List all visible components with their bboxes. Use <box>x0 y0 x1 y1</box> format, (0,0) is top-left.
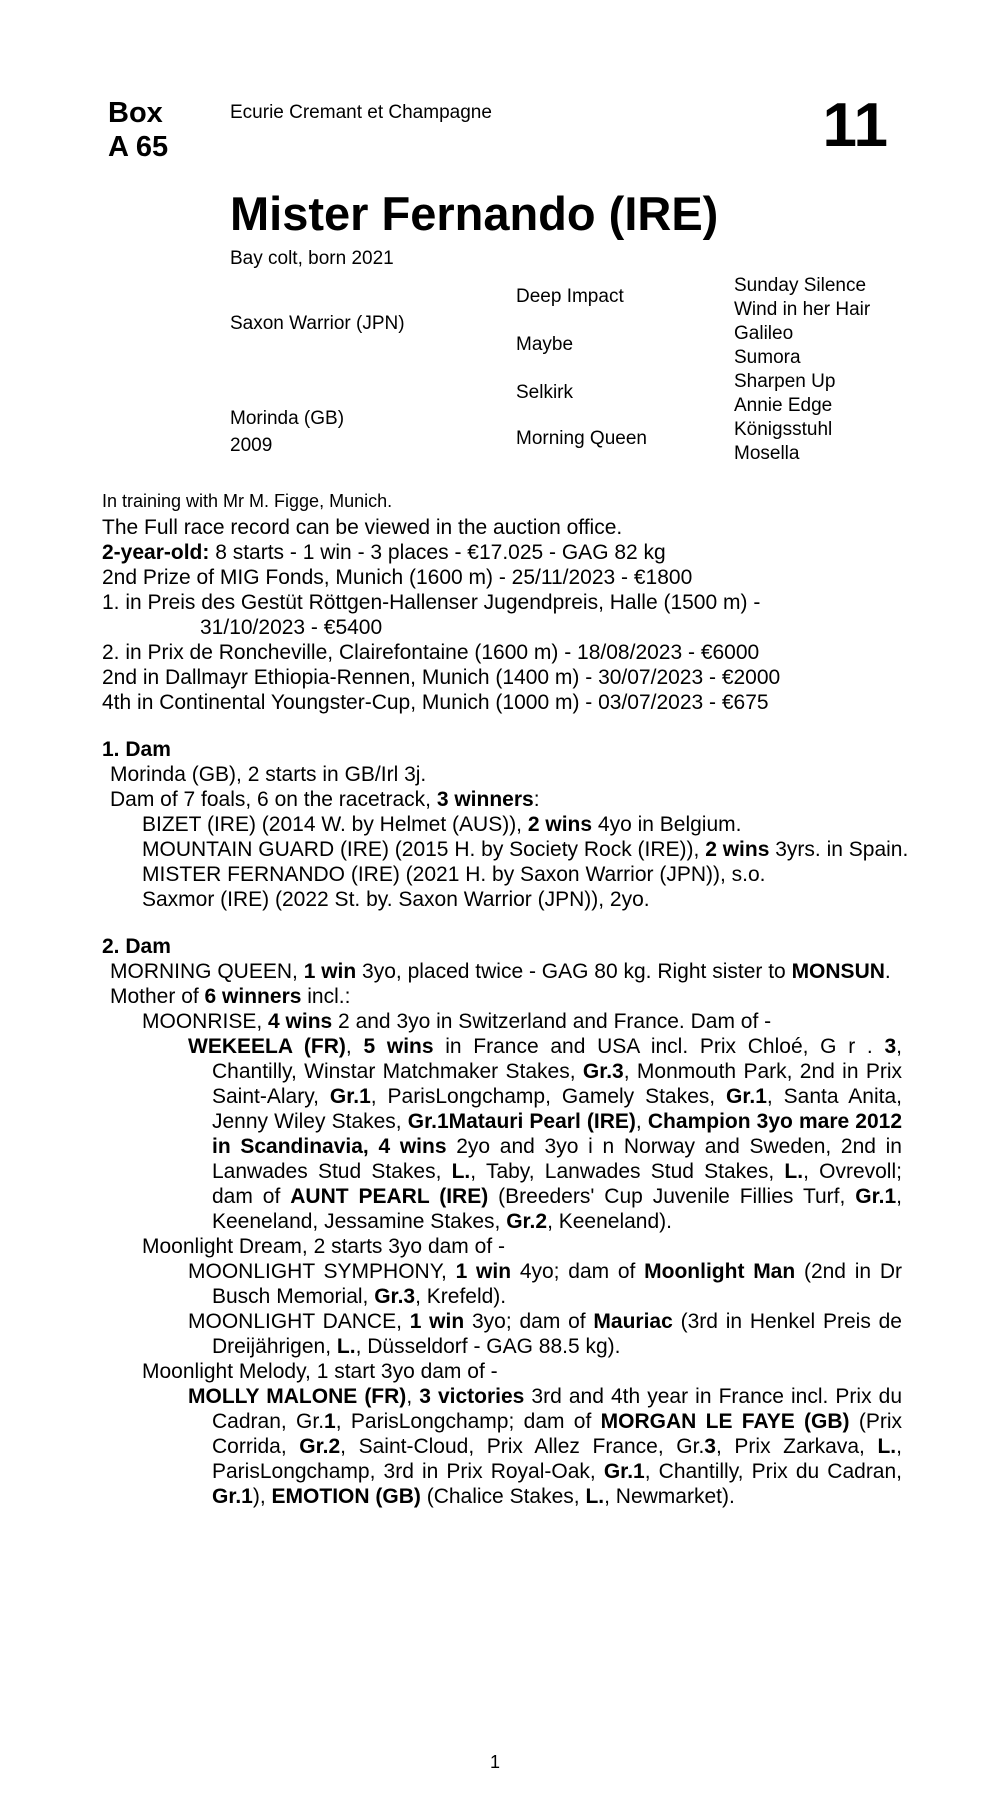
ggp-5: Sharpen Up <box>734 371 836 392</box>
mdn-c: 3yo; dam of <box>464 1310 594 1333</box>
wek-y: Gr.2 <box>506 1210 548 1233</box>
molly-l: , Prix Zarkava, <box>715 1435 878 1458</box>
horse-name: Mister Fernando (IRE) <box>230 187 719 240</box>
molly-c: 3 victories <box>419 1385 525 1408</box>
molly-u: L. <box>585 1485 605 1508</box>
wek-w: Gr.1 <box>855 1185 897 1208</box>
ggp-6: Annie Edge <box>734 395 833 416</box>
molly-e: 1 <box>324 1410 336 1433</box>
pedigree-dam-year: 2009 <box>230 435 273 456</box>
molly-j: , Saint-Cloud, Prix Allez France, Gr. <box>340 1435 705 1458</box>
molly-g: MORGAN LE FAYE (GB) <box>600 1410 850 1433</box>
pedigree-sire-sire: Deep Impact <box>516 286 624 307</box>
lot-number: 11 <box>822 91 888 160</box>
pedigree-great-grandparents <box>734 274 870 466</box>
molly-n: , ParisLongchamp, 3rd in Prix Royal-Oak, <box>212 1435 902 1483</box>
page-number: 1 <box>490 1752 501 1772</box>
mdn-f: L. <box>336 1335 356 1358</box>
wek-c: 5 wins <box>363 1035 434 1058</box>
moonrise-text: 2 and 3yo in Switzerland and France. Dam of - <box>332 1010 772 1033</box>
moonrise-wins: 4 wins <box>268 1010 333 1033</box>
catalogue-body <box>102 489 909 1509</box>
summary-label: 2-year-old: <box>102 541 210 564</box>
molly-f: , ParisLongchamp; dam of <box>335 1410 601 1433</box>
wek-j: , ParisLongchamp, Gamely Stakes, <box>370 1085 727 1108</box>
foal-2 <box>102 837 994 862</box>
wek-n: , <box>635 1110 648 1133</box>
mq-text: 3yo, placed twice - GAG 80 kg. Right sister to <box>356 960 792 983</box>
pedigree-dam-sire: Selkirk <box>516 382 574 403</box>
mdn-g: , Düsseldorf - GAG 88.5 kg). <box>355 1335 621 1358</box>
foal-1 <box>102 812 902 837</box>
mdn-b: 1 win <box>409 1310 465 1333</box>
mdn-a: MOONLIGHT DANCE, <box>188 1310 410 1333</box>
molly-q: Gr.1 <box>212 1485 253 1508</box>
mother-of <box>102 984 902 1009</box>
race-result-2-cont: 31/10/2023 - €5400 <box>200 616 383 639</box>
molly-a: MOLLY MALONE (FR) <box>188 1385 407 1408</box>
molly-s: EMOTION (GB) <box>271 1485 421 1508</box>
consignor: Ecurie Cremant et Champagne <box>230 102 492 123</box>
wek-s: L. <box>784 1160 804 1183</box>
wek-q: L. <box>451 1160 471 1183</box>
race-result-2: 1. in Preis des Gestüt Röttgen-Hallenser Jugendpreis, Halle (1500 m) - <box>102 591 761 614</box>
foal-1-rest: 4yo in Belgium. <box>592 813 742 836</box>
molly-p: , Chantilly, Prix du Cadran, <box>644 1460 903 1483</box>
summary-text: 8 starts - 1 win - 3 places - €17.025 - GAG 82 kg <box>209 541 666 564</box>
ms-c: 4yo; dam of <box>511 1260 645 1283</box>
mq-wins: 1 win <box>303 960 357 983</box>
box-label <box>108 96 168 164</box>
wek-x: , Keeneland, Jessamine Stakes, <box>212 1185 902 1233</box>
mq-name: MORNING QUEEN, <box>110 960 304 983</box>
wek-b: , <box>345 1035 364 1058</box>
mdn-d: Mauriac <box>593 1310 673 1333</box>
ggp-4: Sumora <box>734 347 801 368</box>
wek-h: , Monmouth Park, 2nd in Prix Saint-Alary, <box>212 1060 902 1108</box>
moonlight-symphony <box>102 1259 902 1309</box>
wek-u: AUNT PEARL (IRE) <box>290 1185 489 1208</box>
wek-k: Gr.1 <box>726 1085 767 1108</box>
race-result-1: 2nd Prize of MIG Fonds, Munich (1600 m) - 25/11/2023 - €1800 <box>102 566 693 589</box>
wek-p: 2yo and 3yo i n Norway and Sweden, 2nd in Lanwades Stud Stakes, <box>212 1135 902 1183</box>
molly-m: L. <box>877 1435 897 1458</box>
moonlight-dream: Moonlight Dream, 2 starts 3yo dam of - <box>142 1235 505 1258</box>
foal-2-wins: 2 wins <box>705 838 770 861</box>
ggp-7: Königsstuhl <box>734 419 833 440</box>
wekeela-name: WEKEELA (FR) <box>188 1035 346 1058</box>
molly-d: 3rd and 4th year in France incl. Prix du Cadran, Gr. <box>212 1385 903 1433</box>
dam1-line: Morinda (GB), 2 starts in GB/Irl 3j. <box>110 763 427 786</box>
ms-d: Moonlight Man <box>644 1260 796 1283</box>
race-result-4: 2nd in Dallmayr Ethiopia-Rennen, Munich (1400 m) - 30/07/2023 - €2000 <box>102 666 781 689</box>
moonrise <box>102 1009 902 1034</box>
wekeela <box>102 1034 902 1234</box>
molly-r: ), <box>252 1485 272 1508</box>
ggp-8: Mosella <box>734 443 800 464</box>
box-line-1: Box <box>108 97 163 129</box>
race-result-3: 2. in Prix de Roncheville, Clairefontaine (1600 m) - 18/08/2023 - €6000 <box>102 641 760 664</box>
ms-b: 1 win <box>455 1260 512 1283</box>
horse-description: Bay colt, born 2021 <box>230 248 394 269</box>
box-line-2: A 65 <box>108 131 169 163</box>
moonrise-name: MOONRISE, <box>142 1010 269 1033</box>
ms-f: Gr.3 <box>374 1285 416 1308</box>
wek-o: Champion 3yo mare 2012 in Scandinavia, 4 wins <box>212 1110 903 1158</box>
wek-v: (Breeders' Cup Juvenile Fillies Turf, <box>488 1185 856 1208</box>
training-note: In training with Mr M. Figge, Munich. <box>102 491 393 511</box>
foals-text: Dam of 7 foals, 6 on the racetrack, <box>110 788 437 811</box>
foal-1-name: BIZET (IRE) (2014 W. by Helmet (AUS)), <box>142 813 528 836</box>
wek-e: 3 <box>884 1035 897 1058</box>
molly-v: , Newmarket). <box>604 1485 735 1508</box>
dam2-heading: 2. Dam <box>102 935 171 958</box>
foals-winners: 3 winners <box>436 788 534 811</box>
wek-g: Gr.3 <box>582 1060 624 1083</box>
ms-g: , Krefeld). <box>415 1285 507 1308</box>
pedigree-sire-dam: Maybe <box>516 334 574 355</box>
wek-z: , Keeneland). <box>547 1210 672 1233</box>
foal-2-name: MOUNTAIN GUARD (IRE) (2015 H. by Society Rock (IRE)), <box>142 838 706 861</box>
wek-i: Gr.1 <box>329 1085 371 1108</box>
wek-f: , Chantilly, Winstar Matchmaker Stakes, <box>212 1035 902 1083</box>
ms-e: (2nd in Dr Busch Memorial, <box>212 1260 902 1308</box>
wek-t: , Ovrevoll; dam of <box>212 1160 902 1208</box>
moonlight-dance <box>102 1309 902 1359</box>
foal-4: Saxmor (IRE) (2022 St. by. Saxon Warrior (JPN)), 2yo. <box>142 888 650 911</box>
ggp-3: Galileo <box>734 323 794 344</box>
wek-d: in France and USA incl. Prix Chloé, G r . <box>433 1035 885 1058</box>
dam1-heading: 1. Dam <box>102 738 171 761</box>
wek-l: , Santa Anita, Jenny Wiley Stakes, <box>212 1085 902 1133</box>
moonlight-melody: Moonlight Melody, 1 start 3yo dam of - <box>142 1360 498 1383</box>
dam1-foals <box>102 787 902 812</box>
molly-b: , <box>406 1385 420 1408</box>
molly-malone <box>102 1384 902 1509</box>
pedigree-sire: Saxon Warrior (JPN) <box>230 313 405 334</box>
pedigree-dam-dam: Morning Queen <box>516 428 647 449</box>
ms-a: MOONLIGHT SYMPHONY, <box>188 1260 456 1283</box>
mother-incl: incl.: <box>301 985 351 1008</box>
race-result-5: 4th in Continental Youngster-Cup, Munich (1000 m) - 03/07/2023 - €675 <box>102 691 769 714</box>
foal-3: MISTER FERNANDO (IRE) (2021 H. by Saxon Warrior (JPN)), s.o. <box>142 863 766 886</box>
race-summary <box>102 540 902 565</box>
molly-o: Gr.1 <box>603 1460 645 1483</box>
ggp-2: Wind in her Hair <box>734 299 871 320</box>
wek-r: , Taby, Lanwades Stud Stakes, <box>470 1160 785 1183</box>
molly-k: 3 <box>704 1435 716 1458</box>
molly-i: Gr.2 <box>299 1435 341 1458</box>
mq-sister: MONSUN <box>791 960 885 983</box>
molly-t: (Chalice Stakes, <box>420 1485 586 1508</box>
mq-dot: . <box>884 960 891 983</box>
molly-h: (Prix Corrida, <box>212 1410 903 1458</box>
foal-2-rest: 3yrs. in Spain. <box>769 838 909 861</box>
wek-m: Gr.1Matauri Pearl (IRE) <box>407 1110 636 1133</box>
foal-1-wins: 2 wins <box>527 813 593 836</box>
mother-text: Mother of <box>110 985 205 1008</box>
mdn-e: (3rd in Henkel Preis de Dreijährigen, <box>212 1310 902 1358</box>
morning-queen <box>102 959 994 984</box>
ggp-1: Sunday Silence <box>734 275 867 296</box>
mother-winners: 6 winners <box>204 985 302 1008</box>
foals-colon: : <box>533 788 540 811</box>
full-record-note: The Full race record can be viewed in the auction office. <box>102 516 623 539</box>
pedigree-dam: Morinda (GB) <box>230 408 345 429</box>
